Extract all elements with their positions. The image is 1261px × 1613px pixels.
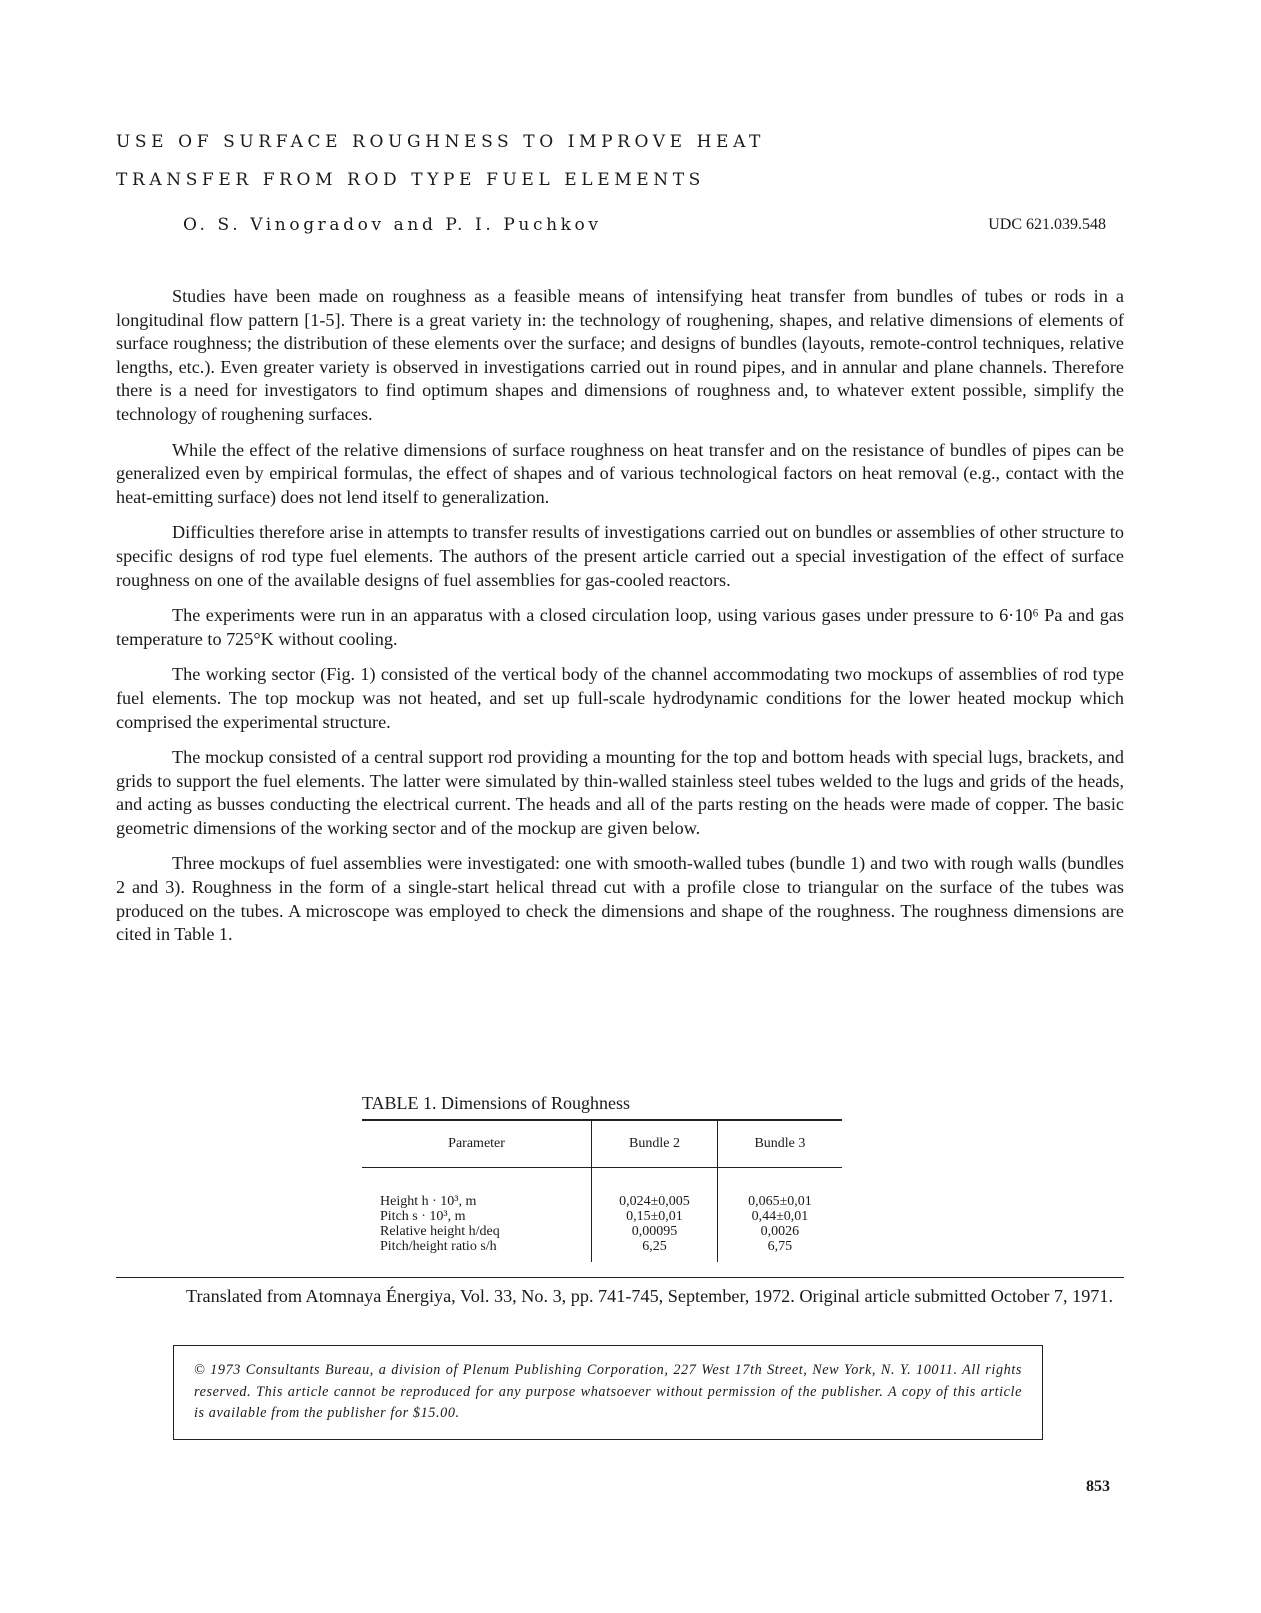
bundle-3-column <box>717 1168 842 1263</box>
article-title-line-2: TRANSFER FROM ROD TYPE FUEL ELEMENTS <box>116 170 705 190</box>
translation-note: Translated from Atomnaya Énergiya, Vol. 33, No. 3, pp. 741-745, September, 1972. Original article submitted October 7, 1971. <box>186 1286 1114 1306</box>
paragraph-3: Difficulties therefore arise in attempts to transfer results of investigations carried out on bundles or assemblies of other structure to specific designs of rod type fuel elements. The authors of the present article carried out a special investigation of the effect of surface roughness on one of the available designs of fuel assemblies for gas-cooled reactors. <box>116 522 1124 590</box>
article-body <box>116 285 1124 959</box>
param-relative-height: Relative height h/deq <box>380 1224 500 1239</box>
param-pitch-height-ratio: Pitch/height ratio s/h <box>380 1239 497 1254</box>
table-row <box>362 1168 842 1263</box>
bundle-2-column <box>592 1168 718 1263</box>
paragraph-4: The experiments were run in an apparatus with a closed circulation loop, using various gases under pressure to 6·10⁶ Pa and gas temperature to 725°K without cooling. <box>116 605 1124 649</box>
footnote-divider <box>116 1277 1124 1278</box>
bundle-3-pitch: 0,44±0,01 <box>751 1209 809 1224</box>
header-bundle-2: Bundle 2 <box>592 1120 718 1168</box>
copyright-box: © 1973 Consultants Bureau, a division of Plenum Publishing Corporation, 227 West 17th Street, New York, N. Y. 10011. All rights reserved. This article cannot be reproduced for any purpose whatsoever without permission of the publisher. A copy of this article is available from the publisher for $15.00. <box>173 1345 1043 1440</box>
paragraph-7: Three mockups of fuel assemblies were investigated: one with smooth-walled tubes (bundle 1) and two with rough walls (bundles 2 and 3). Roughness in the form of a single-start helical thread cut with a profile close to triangular on the surface of the tubes was produced on the tubes. A microscope was employed to check the dimensions and shape of the roughness. The roughness dimensions are cited in Table 1. <box>116 853 1124 945</box>
param-height: Height h · 10³, m <box>380 1194 477 1209</box>
parameter-column <box>362 1168 592 1263</box>
bundle-3-ratio: 6,75 <box>767 1239 793 1254</box>
table-header-row <box>362 1120 842 1168</box>
header-bundle-3: Bundle 3 <box>717 1120 842 1168</box>
param-pitch: Pitch s · 10³, m <box>380 1209 466 1224</box>
bundle-3-relative-height: 0,0026 <box>760 1224 800 1239</box>
paragraph-2: While the effect of the relative dimensions of surface roughness on heat transfer and on the resistance of bundles of pipes can be generalized even by empirical formulas, the effect of shapes and of various technological factors on heat removal (e.g., contact with the heat-emitting surface) does not lend itself to generalization. <box>116 439 1124 507</box>
bundle-2-pitch: 0,15±0,01 <box>626 1209 683 1224</box>
udc-code: UDC 621.039.548 <box>988 216 1106 233</box>
header-parameter: Parameter <box>362 1120 592 1168</box>
table-caption: TABLE 1. Dimensions of Roughness <box>362 1093 631 1113</box>
article-title-line-1: USE OF SURFACE ROUGHNESS TO IMPROVE HEAT <box>116 132 765 152</box>
page-number: 853 <box>1086 1478 1110 1495</box>
roughness-table <box>362 1119 842 1262</box>
paragraph-1: Studies have been made on roughness as a feasible means of intensifying heat transfer from bundles of tubes or rods in a longitudinal flow pattern [1-5]. There is a great variety in: the technology of roughening, shapes, and relative dimensions of elements of surface roughness; the distribution of these elements over the surface; and designs of bundles (layouts, remote-control techniques, relative lengths, etc.). Even greater variety is observed in investigations carried out in round pipes, and in annular and plane channels. Therefore there is a need for investigators to find optimum shapes and dimensions of roughness and, to whatever extent possible, simplify the technology of roughening surfaces. <box>116 286 1124 424</box>
bundle-3-height: 0,065±0,01 <box>748 1194 812 1209</box>
bundle-2-height: 0,024±0,005 <box>619 1194 690 1209</box>
bundle-2-relative-height: 0,00095 <box>631 1224 678 1239</box>
paragraph-6: The mockup consisted of a central support rod providing a mounting for the top and bottom heads with special lugs, brackets, and grids to support the fuel elements. The latter were simulated by thin-walled stainless steel tubes welded to the lugs and grids of the heads, and acting as busses conducting the electrical current. The heads and all of the parts resting on the heads were made of copper. The basic geometric dimensions of the working sector and of the mockup are given below. <box>116 747 1124 838</box>
paragraph-5: The working sector (Fig. 1) consisted of the vertical body of the channel accommodating two mockups of assemblies of rod type fuel elements. The top mockup was not heated, and set up full-scale hydrodynamic conditions for the lower heated mockup which comprised the experimental structure. <box>116 664 1124 732</box>
authors: O. S. Vinogradov and P. I. Puchkov <box>183 215 602 235</box>
bundle-2-ratio: 6,25 <box>642 1239 667 1254</box>
